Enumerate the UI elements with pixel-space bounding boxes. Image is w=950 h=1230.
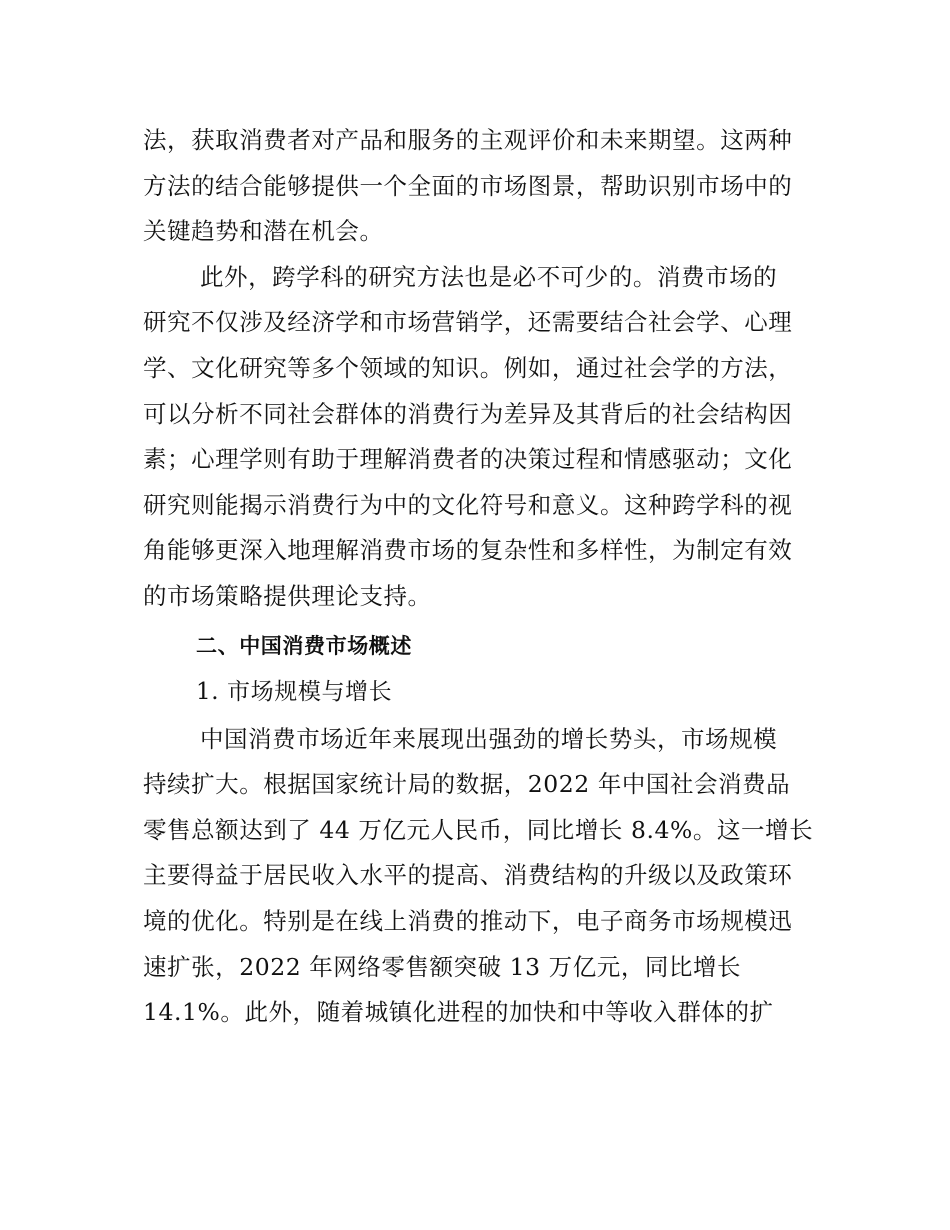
section-heading: 二、中国消费市场概述 (196, 634, 412, 658)
paragraph-line: 学、文化研究等多个领域的知识。例如，通过社会学的方法， (143, 354, 793, 382)
paragraph-line: 的市场策略提供理论支持。 (143, 582, 432, 610)
paragraph-line: 法，获取消费者对产品和服务的主观评价和未来期望。这两种 (143, 126, 793, 154)
paragraph-line: 可以分析不同社会群体的消费行为差异及其背后的社会结构因 (143, 400, 793, 428)
paragraph-line: 速扩张，2022 年网络零售额突破 13 万亿元，同比增长 (143, 953, 742, 981)
paragraph-line: 此外，跨学科的研究方法也是必不可少的。消费市场的 (200, 263, 778, 291)
subsection-heading: 1. 市场规模与增长 (196, 679, 393, 705)
paragraph-line: 角能够更深入地理解消费市场的复杂性和多样性，为制定有效 (143, 536, 793, 564)
paragraph-line: 方法的结合能够提供一个全面的市场图景，帮助识别市场中的 (143, 172, 793, 200)
paragraph-line: 持续扩大。根据国家统计局的数据，2022 年中国社会消费品 (143, 770, 791, 798)
paragraph-line: 14.1%。此外，随着城镇化进程的加快和中等收入群体的扩 (143, 998, 774, 1026)
paragraph-line: 研究则能揭示消费行为中的文化符号和意义。这种跨学科的视 (143, 491, 793, 519)
paragraph-line: 主要得益于居民收入水平的提高、消费结构的升级以及政策环 (143, 861, 793, 889)
paragraph-line: 零售总额达到了 44 万亿元人民币，同比增长 8.4%。这一增长 (143, 816, 814, 844)
paragraph-line: 境的优化。特别是在线上消费的推动下，电子商务市场规模迅 (143, 907, 793, 935)
paragraph-line: 关键趋势和潜在机会。 (143, 217, 384, 245)
paragraph-line: 素；心理学则有助于理解消费者的决策过程和情感驱动；文化 (143, 445, 793, 473)
paragraph-line: 中国消费市场近年来展现出强劲的增长势头，市场规模 (200, 725, 778, 753)
paragraph-line: 研究不仅涉及经济学和市场营销学，还需要结合社会学、心理 (143, 308, 793, 336)
